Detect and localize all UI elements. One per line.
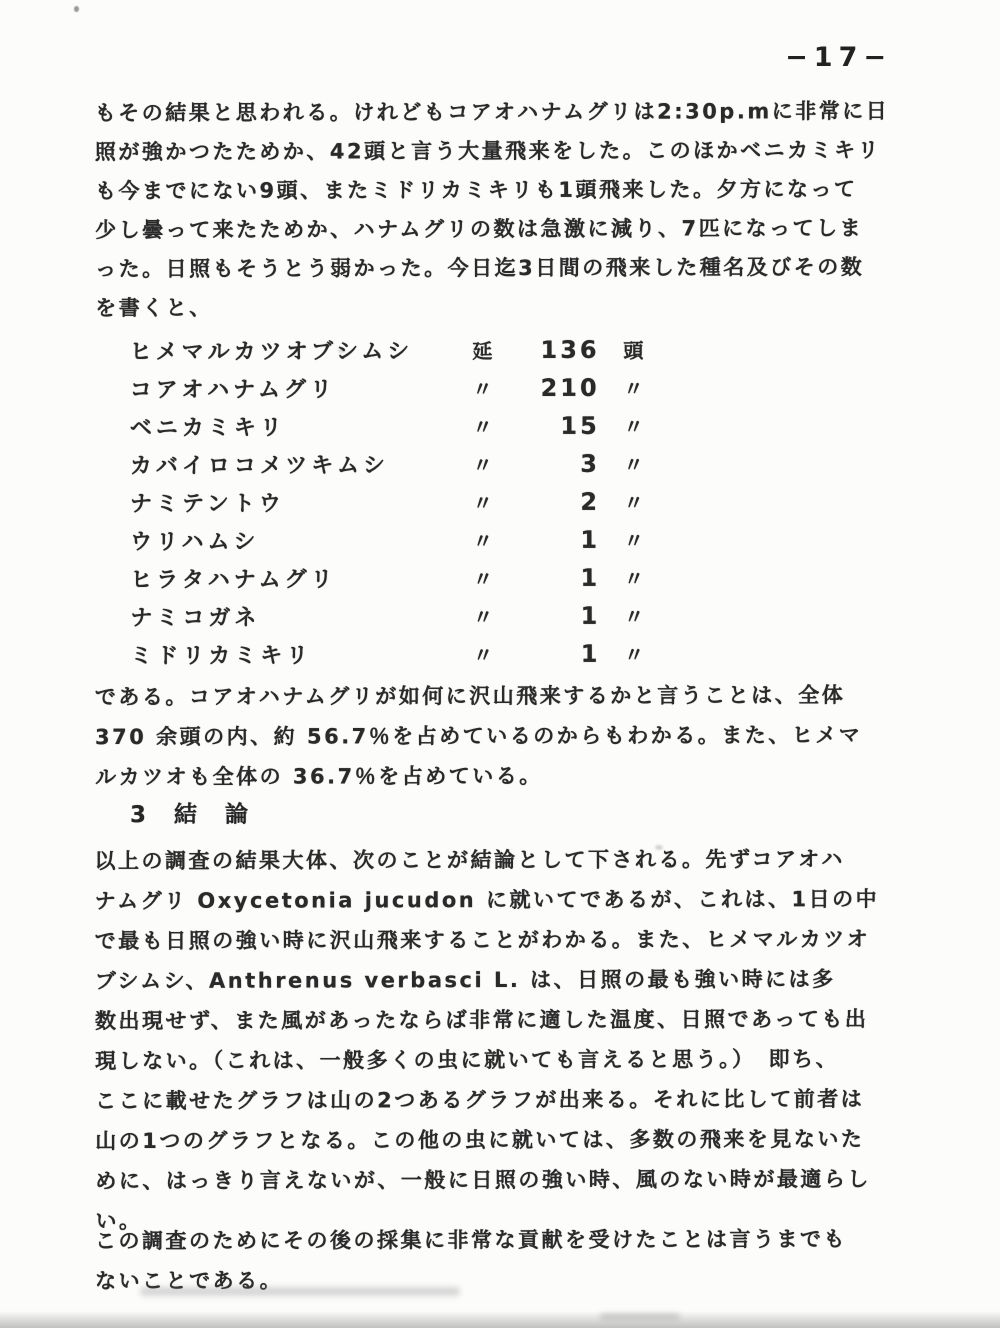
text-line: ここに載せたグラフは山の2つあるグラフが出来る。それに比して前者は: [95, 1087, 865, 1114]
text-line: ナムグリ Oxycetonia jucudon に就いてであるが、これは、1日の中: [94, 887, 880, 914]
species-row: [130, 634, 915, 674]
species-row: [130, 596, 915, 636]
summary-paragraph: [95, 675, 915, 797]
text-line: 少し曇って来たためか、ハナムグリの数は急激に減り、7匹になってしま: [95, 216, 864, 243]
text-line: 以上の調査の結果大体、次のことが結論として下される。先ずコアオハ: [94, 847, 845, 874]
text-line: 数出現せず、また風があったならば非常に適した温度、日照であっても出: [94, 1007, 869, 1034]
species-row: [130, 368, 915, 408]
head-counter-or-ditto: 〃: [623, 414, 647, 439]
ditto-or-total-mark: 〃: [473, 605, 496, 630]
conclusion-heading: 3 結 論: [129, 801, 259, 829]
text-line: 照が強かつたためか、42頭と言う大量飛来をした。このほかベニカミキリ: [94, 138, 882, 165]
head-counter-or-ditto: 〃: [623, 528, 647, 553]
species-name: ベニカミキリ: [129, 415, 286, 442]
head-counter-or-ditto: 〃: [623, 566, 647, 591]
species-count: 1: [580, 525, 601, 554]
text-line: ルカツオも全体の 36.7％を占めている。: [95, 763, 543, 790]
species-name: ヒラタハナムグリ: [130, 567, 337, 594]
head-counter-or-ditto: 〃: [623, 452, 647, 477]
species-row: [130, 482, 915, 522]
species-count: 1: [580, 601, 601, 630]
text-line: ないことである。: [95, 1268, 284, 1294]
species-count: 1: [580, 639, 601, 668]
species-row: [130, 330, 915, 370]
species-row: [130, 520, 915, 560]
species-name: ミドリカミキリ: [130, 643, 313, 670]
species-count: 136: [540, 335, 600, 364]
species-count: 3: [580, 449, 600, 478]
text-line: で最も日照の強い時に沢山飛来することがわかる。また、ヒメマルカツオ: [94, 927, 871, 954]
species-count: 210: [540, 373, 600, 402]
ditto-or-total-mark: 〃: [472, 567, 496, 592]
text-line: ブシムシ、Anthrenus verbasci L. は、日照の最も強い時には多: [94, 967, 836, 994]
scan-speck: [74, 6, 79, 12]
ditto-or-total-mark: 〃: [472, 453, 496, 478]
text-line: めに、はっきり言えないが、一般に日照の強い時、風のない時が最適らし: [95, 1167, 871, 1194]
ditto-or-total-mark: 〃: [473, 643, 496, 668]
species-name: ヒメマルカツオブシムシ: [129, 339, 414, 366]
head-counter-or-ditto: 頭: [623, 338, 646, 363]
page-number: −17−: [785, 42, 892, 73]
ditto-or-total-mark: 〃: [472, 377, 495, 402]
text-line: 現しない。（これは、一般多くの虫に就いても言えると思う。） 即ち、: [95, 1047, 840, 1074]
text-line: も今までにない9頭、またミドリカミキリも1頭飛来した。夕方になって: [94, 177, 858, 204]
text-line: もその結果と思われる。けれどもコアオハナムグリは2:30p.mに非常に日: [94, 98, 890, 126]
ditto-or-total-mark: 〃: [472, 529, 496, 554]
ditto-or-total-mark: 延: [472, 339, 495, 364]
scan-smudge: [140, 1287, 460, 1296]
species-name: ナミコガネ: [130, 605, 261, 632]
text-line: である。コアオハナムグリが如何に沢山飛来するかと言うことは、全体: [94, 683, 846, 710]
text-line: い。: [95, 1208, 143, 1234]
species-name: ウリハムシ: [130, 529, 260, 556]
species-count: 2: [580, 487, 601, 516]
text-line: 山の1つのグラフとなる。この他の虫に就いては、多数の飛来を見ないた: [95, 1127, 865, 1154]
species-name: ナミテントウ: [129, 491, 285, 518]
intro-paragraph: [95, 92, 916, 328]
species-name: カバイロコメツキムシ: [129, 453, 390, 480]
text-line: った。日照もそうとう弱かった。今日迄3日間の飛来した種名及びその数: [95, 255, 865, 282]
ditto-or-total-mark: 〃: [472, 491, 496, 516]
conclusion-paragraph: [94, 839, 915, 1241]
species-name: コアオハナムグリ: [129, 377, 336, 404]
head-counter-or-ditto: 〃: [624, 604, 647, 629]
species-row: [130, 558, 915, 598]
head-counter-or-ditto: 〃: [624, 642, 647, 667]
species-count-list: [130, 330, 916, 674]
species-count: 1: [580, 563, 601, 592]
text-line: 370 余頭の内、約 56.7％を占めているのからもわかる。また、ヒメマ: [94, 723, 863, 750]
ditto-or-total-mark: 〃: [472, 415, 496, 440]
scan-edge-shadow: [0, 1311, 1000, 1328]
text-line: この調査のためにその後の採集に非常な貢献を受けたことは言うまでも: [94, 1227, 847, 1254]
head-counter-or-ditto: 〃: [623, 376, 646, 401]
species-row: [130, 444, 915, 484]
text-line: を書くと、: [95, 295, 213, 321]
species-row: [130, 406, 915, 446]
head-counter-or-ditto: 〃: [623, 490, 647, 515]
species-count: 15: [560, 411, 600, 440]
